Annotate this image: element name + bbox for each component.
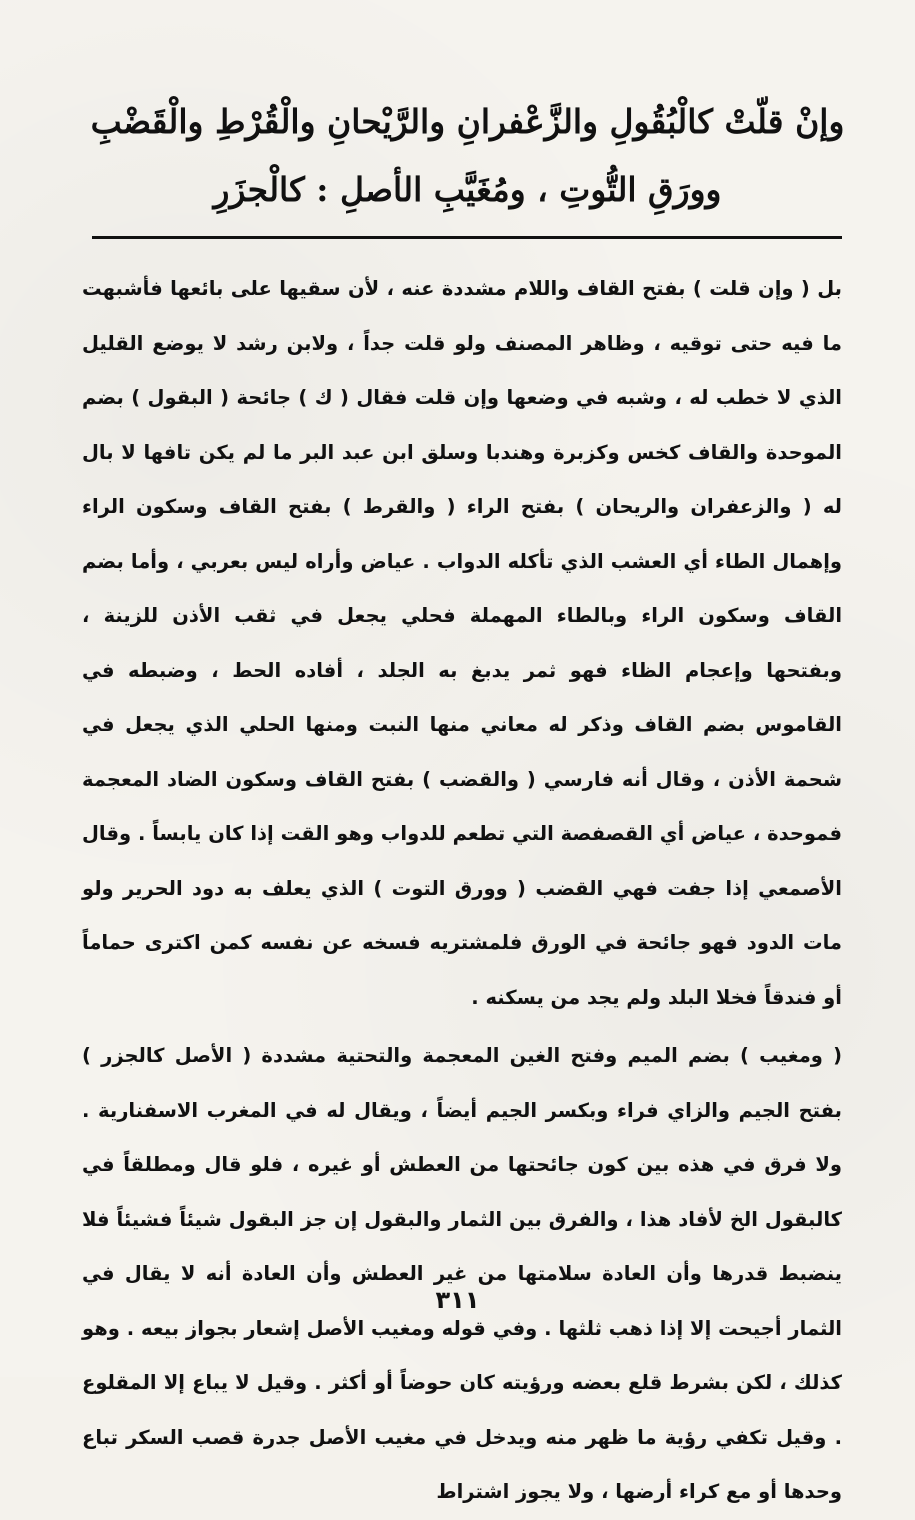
commentary-text [82,262,842,1520]
section-heading [90,88,845,224]
heading-line-1: وإنْ قلّتْ كالْبُقُولِ والزَّعْفرانِ والرَّيْحانِ والْقُرْطِ والْقَضْبِ [90,102,845,141]
paragraph-1: بل ( وإن قلت ) بفتح القاف واللام مشددة عنه ، لأن سقيها على بائعها فأشبهت ما فيه حتى توقيه ، وظاهر المصنف ولو قلت جداً ، ولابن رشد لا يوضع القليل الذي لا خطب له ، وشبه في وضعها وإن قلت فقال ( ك ) جائحة ( البقول ) بضم الموحدة والقاف كخس وكزبرة وهندبا وسلق ابن عبد البر ما لم يكن تافها لا بال له ( والزعفران والريحان ) بفتح الراء ( والقرط ) بفتح القاف وسكون الراء وإهمال الطاء أي العشب الذي تأكله الدواب . عياض وأراه ليس بعربي ، وأما بضم القاف وسكون الراء وبالطاء المهملة فحلي يجعل في ثقب الأذن للزينة ، وبفتحها وإعجام الظاء فهو ثمر يدبغ به الجلد ، أفاده الحط ، وضبطه في القاموس بضم القاف وذكر له معاني منها النبت ومنها الحلي الذي يجعل في شحمة الأذن ، وقال أنه فارسي ( والقضب ) بفتح القاف وسكون الضاد المعجمة فموحدة ، عياض أي القصفصة التي تطعم للدواب وهو القت إذا كان يابساً . وقال الأصمعي إذا جفت فهي القضب ( وورق التوت ) الذي يعلف به دود الحرير ولو مات الدود فهو جائحة في الورق فلمشتريه فسخه عن نفسه كمن اكترى حماماً أو فندقاً فخلا البلد ولم يجد من يسكنه . [82,277,842,1009]
page-number: ٣١١ [435,1286,480,1314]
paragraph-2: ( ومغيب ) بضم الميم وفتح الغين المعجمة والتحتية مشددة ( الأصل كالجزر ) بفتح الجيم والزاي فراء وبكسر الجيم أيضاً ، ويقال له في المغرب الاسفنارية . ولا فرق في هذه بين كون جائحتها من العطش أو غيره ، فلو قال ومطلقاً في كالبقول الخ لأفاد هذا ، والفرق بين الثمار والبقول إن جز البقول شيئاً فشيئاً فلا ينضبط قدرها وأن العادة سلامتها من غير العطش وأن العادة أنه لا يقال في الثمار أجيحت إلا إذا ذهب ثلثها . وفي قوله ومغيب الأصل إشعار بجواز بيعه . وهو كذلك ، لكن بشرط قلع بعضه ورؤيته كان حوضاً أو أكثر . وقيل لا يباع إلا المقلوع . وقيل تكفي رؤية ما ظهر منه ويدخل في مغيب الأصل جدرة قصب السكر تباع وحدها أو مع كراء أرضها ، ولا يجوز اشتراط [82,1044,842,1503]
heading-divider [92,236,842,239]
heading-line-2: وورَقِ التُّوتِ ، ومُغَيَّبِ الأصلِ : كالْجزَرِ [213,170,722,209]
